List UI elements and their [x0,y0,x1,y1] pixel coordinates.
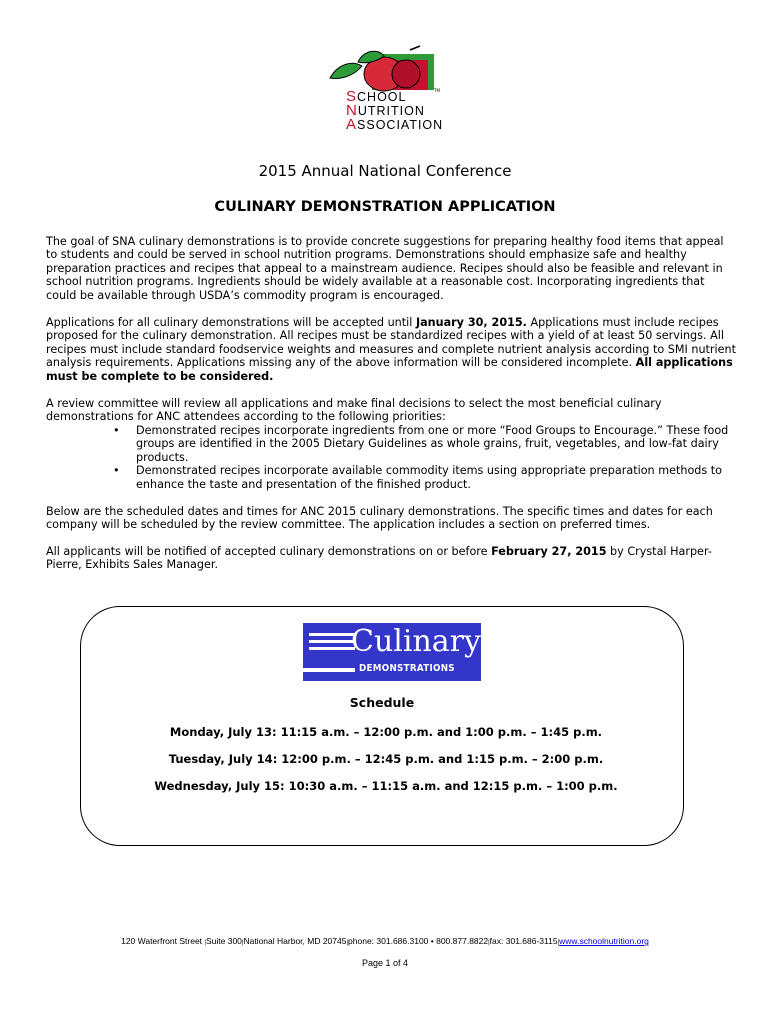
list-item: • Demonstrated recipes incorporate available commodity items using appropriate preparation methods to enhance the taste and presentation of the finished product. [113,464,723,491]
deadline-date: January 30, 2015. [415,316,527,329]
conference-title: 2015 Annual National Conference [258,162,512,180]
page-number: Page 1 of 4 [361,958,409,968]
schedule-row-wednesday: Wednesday, July 15: 10:30 a.m. – 11:15 a.m. and 12:15 p.m. – 1:00 p.m. [154,779,618,793]
apple-icon [328,44,440,94]
schedule-intro-paragraph: Below are the scheduled dates and times for ANC 2015 culinary demonstrations. The specific times and dates for each company will be scheduled by the review committee. The application includes a section on preferred times. [46,505,713,532]
priority-list [110,424,730,491]
deadline-paragraph: Applications for all culinary demonstrations will be accepted until January 30, 2015. Applications must include recipes proposed for the culinary demonstration. All recipes must be standardized recipes with a yield of at least 50 servings. All recipes must include standard foodservice weights and measures and complete nutrient analysis according to SMI nutrient analysis requirements. Applications missing any of the above information will be considered incomplete. All applications must be complete to be considered. [46,316,736,383]
website-link[interactable]: www.schoolnutrition.org [559,936,649,946]
notification-paragraph: All applicants will be notified of accepted culinary demonstrations on or before February 27, 2015 by Crystal Harper-Pierre, Exhibits Sales Manager. [46,545,712,572]
schedule-row-monday: Monday, July 13: 11:15 a.m. – 12:00 p.m. and 1:00 p.m. – 1:45 p.m. [169,725,603,739]
application-title: CULINARY DEMONSTRATION APPLICATION [214,199,556,215]
logo-trademark: TM [434,88,440,93]
schedule-box [80,606,684,846]
sna-logo-text: SCHOOL NUTRITION ASSOCIATION [346,88,444,133]
schedule-row-tuesday: Tuesday, July 14: 12:00 p.m. – 12:45 p.m. and 1:15 p.m. – 2:00 p.m. [168,752,604,766]
bullet-icon: • [113,424,120,437]
footer-fax: fax: 301.686-3115 [489,936,558,946]
culinary-logo-subtitle: DEMONSTRATIONS [359,663,455,674]
footer-phone: phone: 301.686.3100 • 800.877.8822 [348,936,489,946]
sna-logo [326,44,442,136]
list-item: • Demonstrated recipes incorporate ingredients from one or more “Food Groups to Encourage.” These food groups are identified in the 2005 Dietary Guidelines as whole grains, fruit, vegetables, and low-fat dairy products. [113,424,729,464]
footer-address: 120 Waterfront Street |Suite 300|National Harbor, MD 20745|phone: 301.686.3100 • 800.877.8822|fax: 301.686-3115|www.schoolnutrition.org [121,936,649,946]
notification-date: February 27, 2015 [491,545,607,558]
culinary-demonstrations-logo [303,623,481,681]
schedule-title: Schedule [349,695,415,710]
intro-paragraph: The goal of SNA culinary demonstrations is to provide concrete suggestions for preparing healthy food items that appeal to students and could be served in school nutrition programs. Demonstrations should emphasize safe and healthy preparation practices and recipes that appeal to a mainstream audience. Recipes should also be feasible and relevant in school nutrition programs. Ingredients should be widely available at a reasonable cost. Incorporating ingredients that could be available through USDA’s commodity program is encouraged. [46,235,724,302]
complete-notice: All applications must be complete to be considered. [46,356,733,383]
fork-icon [309,633,355,654]
review-paragraph: A review committee will review all applications and make final decisions to select the most beneficial culinary demonstrations for ANC attendees according to the following priorities: [46,397,662,424]
culinary-logo-word: Culinary [351,624,481,659]
bullet-icon: • [113,464,120,478]
